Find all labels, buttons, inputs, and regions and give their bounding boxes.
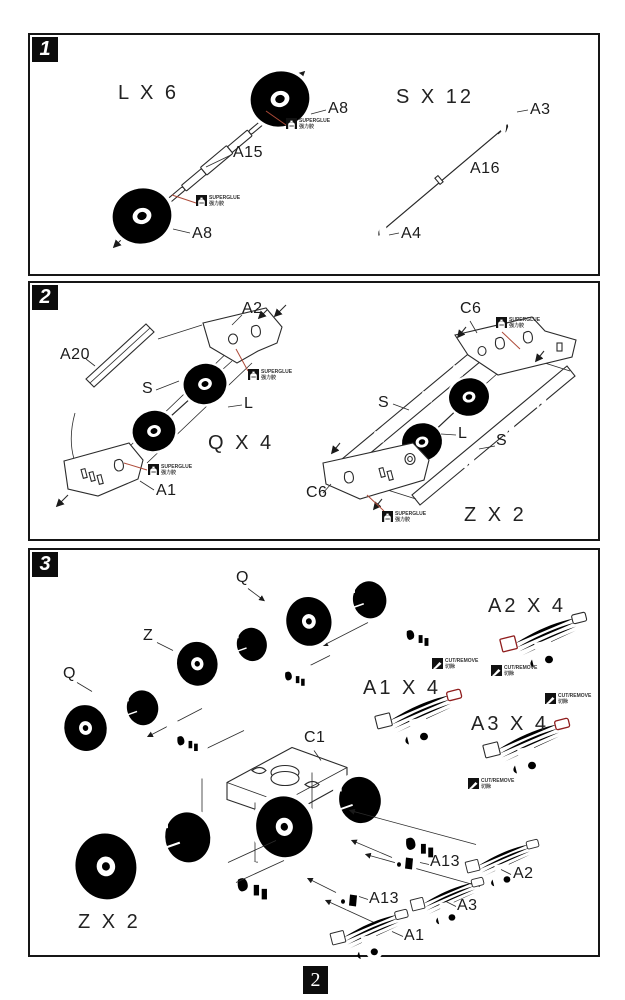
part-a1-bottom-drawing <box>330 909 409 962</box>
part-label-a1: A1 <box>156 482 177 499</box>
qty-label-z: Z X 2 <box>464 504 527 526</box>
superglue-note: SUPERGLUE 强力胶 <box>496 317 540 329</box>
step-3-badge: 3 <box>32 552 58 577</box>
cut-remove-note: CUT/REMOVE 切除 <box>468 778 514 790</box>
part-label-c6-top: C6 <box>460 300 482 317</box>
step-1-panel <box>28 33 600 276</box>
cut-remove-note: CUT/REMOVE 切除 <box>545 693 591 705</box>
superglue-note: SUPERGLUE 强力胶 <box>382 511 426 523</box>
part-label-a13-right: A13 <box>430 853 460 870</box>
frame-a1-drawing <box>64 443 143 496</box>
bogie-q-top-drawing <box>262 573 440 662</box>
superglue-icon <box>248 369 259 380</box>
part-a2x4-drawing <box>500 612 587 671</box>
cut-remove-note: CUT/REMOVE 切除 <box>491 665 537 677</box>
part-label-a13-mid: A13 <box>369 890 399 907</box>
part-a4-drawing <box>371 218 388 247</box>
wheel-a8-bottom-drawing <box>102 177 183 255</box>
superglue-note: SUPERGLUE 强力胶 <box>148 464 192 476</box>
qty-label-a2: A2 X 4 <box>488 595 567 617</box>
step-1-badge: 1 <box>32 37 58 62</box>
step-1-drawing <box>30 35 598 274</box>
part-label-s-right: S <box>496 432 508 449</box>
part-label-z: Z <box>143 627 154 644</box>
qty-label-l: L X 6 <box>118 82 179 104</box>
qty-label-s: S X 12 <box>396 86 475 108</box>
part-label-l-left: L <box>244 395 254 412</box>
part-a3-drawing <box>499 107 516 136</box>
part-label-s-left: S <box>142 380 154 397</box>
part-label-a1-bottom: A1 <box>404 927 425 944</box>
page-number: 2 <box>303 966 328 994</box>
superglue-icon <box>496 317 507 328</box>
part-label-c1: C1 <box>304 729 326 746</box>
qty-label-q: Q X 4 <box>208 432 275 454</box>
superglue-note: SUPERGLUE 强力胶 <box>286 118 330 130</box>
superglue-icon <box>286 118 297 129</box>
superglue-icon <box>148 464 159 475</box>
part-label-a2: A2 <box>242 300 263 317</box>
part-label-a4: A4 <box>401 225 422 242</box>
part-label-l-right: L <box>458 425 468 442</box>
step-2-badge: 2 <box>32 285 58 310</box>
part-label-s-mid: S <box>378 394 390 411</box>
step-2-panel <box>28 281 600 541</box>
part-label-q-top: Q <box>236 569 249 586</box>
frame-c6-bottom-drawing <box>323 443 429 499</box>
part-label-a2-bottom: A2 <box>513 865 534 882</box>
cut-remove-icon <box>491 665 502 676</box>
part-label-a8-top: A8 <box>328 100 349 117</box>
part-label-a15: A15 <box>233 144 263 161</box>
superglue-note: SUPERGLUE 强力胶 <box>248 369 292 381</box>
superglue-icon <box>196 195 207 206</box>
qty-label-a3: A3 X 4 <box>471 713 550 735</box>
bogie-q-left-drawing <box>41 683 208 767</box>
truck-right-drawing <box>323 317 576 511</box>
rod-a16-drawing <box>378 125 508 235</box>
part-label-q-left: Q <box>63 665 76 682</box>
part-label-a3-bottom: A3 <box>457 897 478 914</box>
superglue-note: SUPERGLUE 强力胶 <box>196 195 240 207</box>
part-label-a16: A16 <box>470 160 500 177</box>
part-label-a3: A3 <box>530 101 551 118</box>
part-label-a8-bottom: A8 <box>192 225 213 242</box>
part-label-c6-bottom: C6 <box>306 484 328 501</box>
superglue-icon <box>382 511 393 522</box>
cut-remove-icon <box>468 778 479 789</box>
qty-label-a1: A1 X 4 <box>363 677 442 699</box>
part-label-a20: A20 <box>60 346 90 363</box>
cut-remove-note: CUT/REMOVE 切除 <box>432 658 478 670</box>
qty-label-z2: Z X 2 <box>78 911 141 933</box>
cut-remove-icon <box>545 693 556 704</box>
step-3-panel <box>28 548 600 957</box>
cut-remove-icon <box>432 658 443 669</box>
bogie-bottom-left-drawing <box>43 802 283 922</box>
